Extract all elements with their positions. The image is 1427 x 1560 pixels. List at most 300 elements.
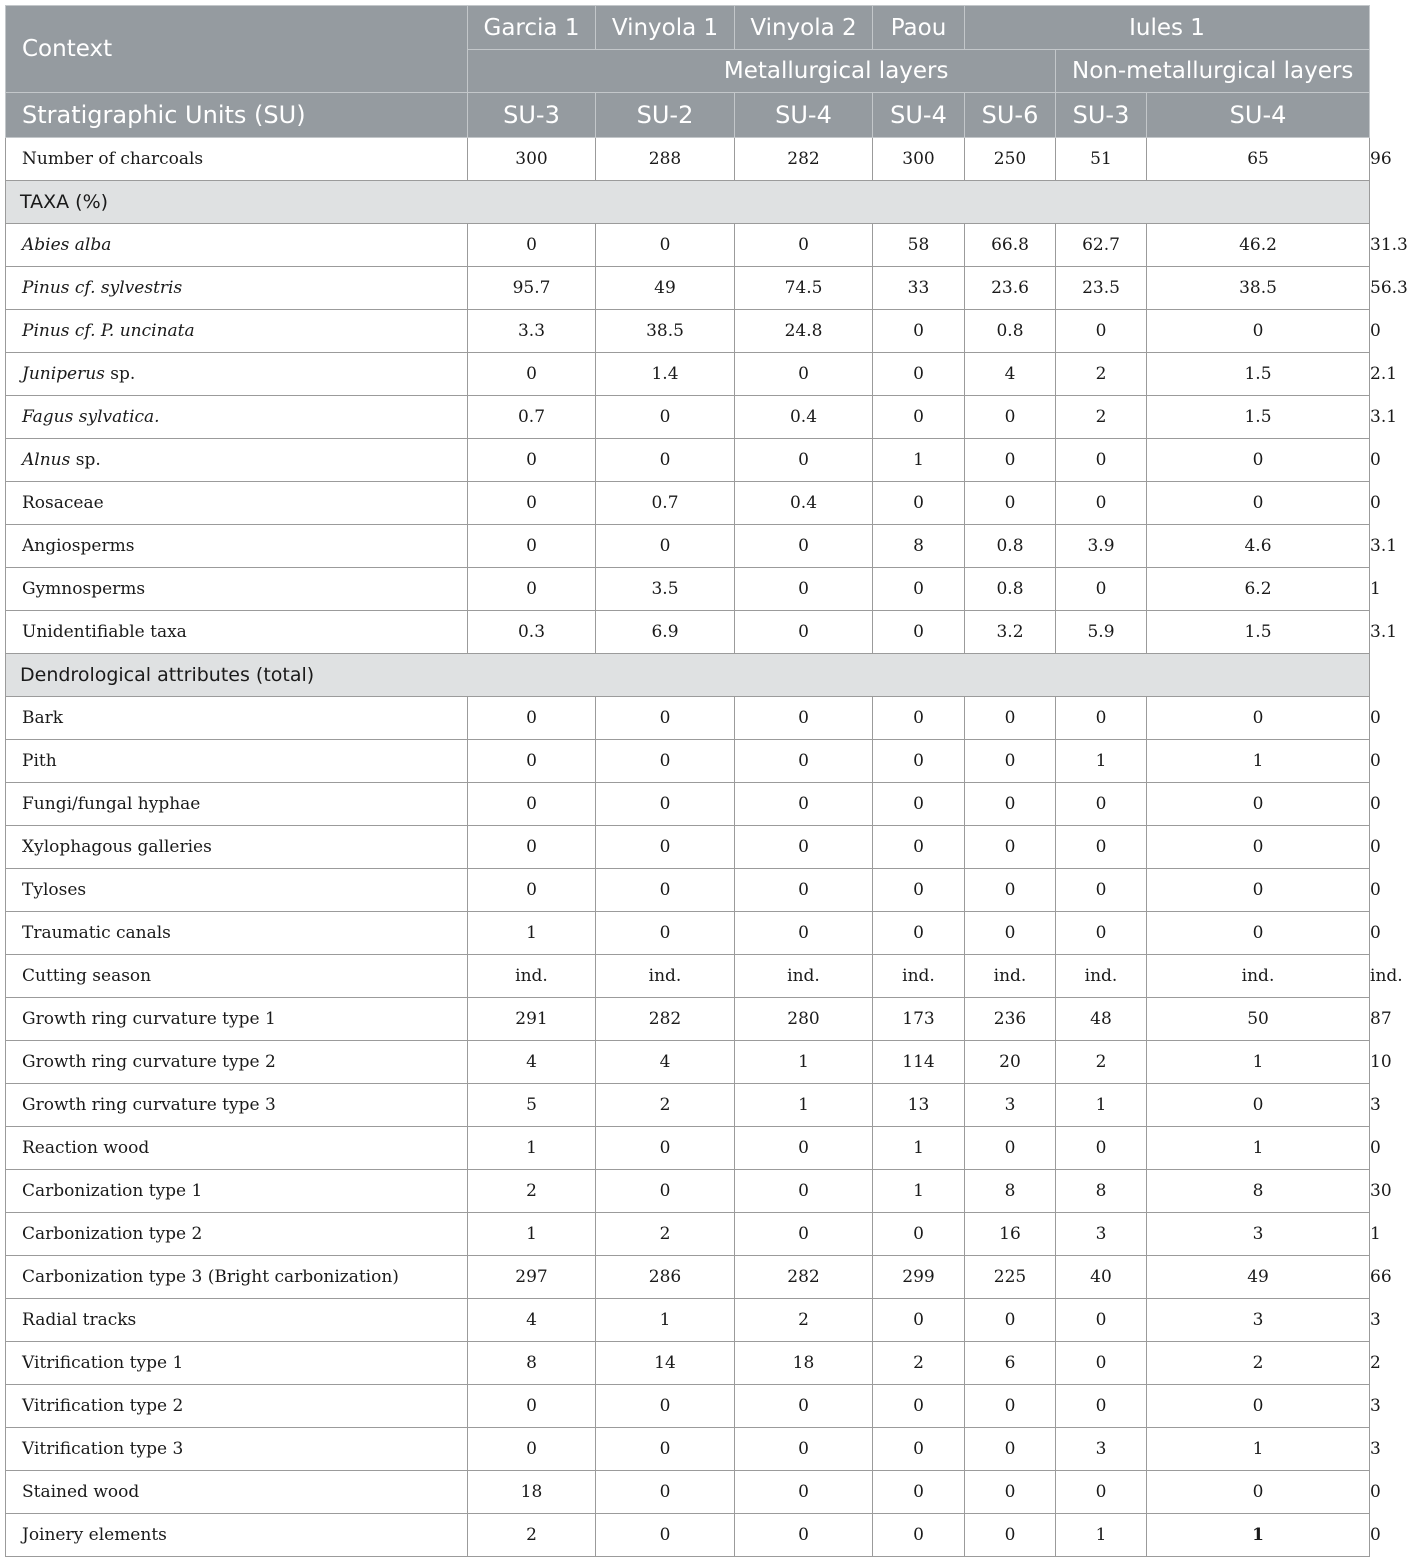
value-cell: 18 [735, 1342, 873, 1385]
context-label: Context [6, 6, 468, 93]
value-cell: 5.9 [1056, 611, 1147, 654]
value-cell: 0 [965, 482, 1056, 525]
value-cell: 0 [965, 439, 1056, 482]
value-cell: 0 [873, 1428, 965, 1471]
value-cell: 0 [873, 1299, 965, 1342]
taxon-suffix: sp. [104, 364, 136, 384]
value-cell: 50 [1147, 998, 1370, 1041]
value-cell: 0 [735, 224, 873, 267]
row-label: Carbonization type 1 [6, 1170, 468, 1213]
taxon-name: Pinus cf. P. uncinata [22, 321, 195, 341]
value-cell: 6 [965, 1342, 1056, 1385]
value-cell: 0 [1147, 826, 1370, 869]
value-cell: 33 [873, 267, 965, 310]
value-cell: 0 [596, 697, 735, 740]
taxa-row: Juniperus sp. 0 1.4 0 0 4 2 1.5 2.1 [6, 353, 1370, 396]
value-cell: 48 [1056, 998, 1147, 1041]
value-cell: 4 [965, 353, 1056, 396]
row-label: Stained wood [6, 1471, 468, 1514]
value-cell: 0 [1056, 1385, 1147, 1428]
value-cell: 291 [468, 998, 596, 1041]
value-cell: 0 [1056, 439, 1147, 482]
value-cell: 1 [1056, 1084, 1147, 1127]
value-cell: 1 [735, 1041, 873, 1084]
value-cell: 0 [735, 611, 873, 654]
value-cell: 74.5 [735, 267, 873, 310]
row-label: Xylophagous galleries [6, 826, 468, 869]
value-cell: 0 [596, 912, 735, 955]
row-label [6, 439, 468, 482]
dendro-row: Cutting season ind. ind. ind. ind. ind. ind. ind. ind. [6, 955, 1370, 998]
row-label: Angiosperms [6, 525, 468, 568]
value-cell: 0.7 [468, 396, 596, 439]
value-cell: 282 [735, 1256, 873, 1299]
value-cell: 0 [735, 912, 873, 955]
value-cell: 0 [735, 568, 873, 611]
taxa-row: Fagus sylvatica. 0.7 0 0.4 0 0 2 1.5 3.1 [6, 396, 1370, 439]
value-cell: 0 [965, 1385, 1056, 1428]
stratigraphic-units-label: Stratigraphic Units (SU) [6, 93, 468, 138]
value-cell: 0 [1056, 869, 1147, 912]
dendro-row: Tyloses 0 0 0 0 0 0 0 0 [6, 869, 1370, 912]
value-cell: 282 [596, 998, 735, 1041]
value-cell: 0.4 [735, 482, 873, 525]
value-cell: ind. [873, 955, 965, 998]
value-cell: 8 [468, 1342, 596, 1385]
value-cell: 0 [735, 353, 873, 396]
dendro-row: Bark 0 0 0 0 0 0 0 0 [6, 697, 1370, 740]
value-cell: 8 [1056, 1170, 1147, 1213]
site-header-vinyola-2: Vinyola 2 [735, 6, 873, 50]
value-cell: 0 [873, 1385, 965, 1428]
value-cell: 0 [735, 525, 873, 568]
value-cell: ind. [468, 955, 596, 998]
taxa-row: Pinus cf. sylvestris 95.7 49 74.5 33 23.6 23.5 38.5 56.3 [6, 267, 1370, 310]
dendro-row: Carbonization type 1 2 0 0 1 8 8 8 30 [6, 1170, 1370, 1213]
value-cell: 0 [873, 697, 965, 740]
value-cell: 2 [1147, 1342, 1370, 1385]
value-cell: 0 [873, 783, 965, 826]
value-cell: 8 [873, 525, 965, 568]
value-cell: 0 [965, 1514, 1056, 1557]
value-cell: 0 [596, 396, 735, 439]
dendro-row: Reaction wood 1 0 0 1 0 0 1 0 [6, 1127, 1370, 1170]
value-cell: 2 [468, 1514, 596, 1557]
value-cell: 114 [873, 1041, 965, 1084]
value-cell: 0 [596, 525, 735, 568]
row-label: Cutting season [6, 955, 468, 998]
value-cell: 0 [1056, 1299, 1147, 1342]
row-label: Growth ring curvature type 2 [6, 1041, 468, 1084]
value-cell: ind. [965, 955, 1056, 998]
value-cell: 2 [468, 1170, 596, 1213]
row-label: Unidentifiable taxa [6, 611, 468, 654]
value-cell: 3.9 [1056, 525, 1147, 568]
taxa-row: Unidentifiable taxa 0.3 6.9 0 0 3.2 5.9 1.5 3.1 [6, 611, 1370, 654]
value-cell: 0.8 [965, 568, 1056, 611]
taxa-row: Gymnosperms 0 3.5 0 0 0.8 0 6.2 1 [6, 568, 1370, 611]
taxon-genus: Juniperus [22, 364, 105, 384]
taxa-row: Alnus sp. 0 0 0 1 0 0 0 0 [6, 439, 1370, 482]
value-cell: 95.7 [468, 267, 596, 310]
value-cell: 0 [596, 439, 735, 482]
value-cell: 0 [468, 439, 596, 482]
value-cell: 0 [965, 396, 1056, 439]
value-cell: 0 [873, 1213, 965, 1256]
charcoal-count-row: Number of charcoals 300 288 282 300 250 51 65 96 [6, 138, 1370, 181]
row-label: Number of charcoals [6, 138, 468, 181]
value-cell: 0 [965, 740, 1056, 783]
value-cell: 3 [1056, 1213, 1147, 1256]
value-cell: 0 [873, 912, 965, 955]
value-cell: 1 [1056, 740, 1147, 783]
value-cell: 0 [1147, 783, 1370, 826]
value-cell: 0.8 [965, 310, 1056, 353]
value-cell: 0 [468, 783, 596, 826]
su-header-cell: SU-4 [735, 93, 873, 138]
value-cell: 0 [965, 1428, 1056, 1471]
value-cell: 40 [1056, 1256, 1147, 1299]
value-cell: 1 [873, 439, 965, 482]
value-cell: 0 [468, 482, 596, 525]
value-cell: 0 [735, 1127, 873, 1170]
value-cell: 0 [965, 826, 1056, 869]
su-header-cell: SU-6 [965, 93, 1056, 138]
value-cell: 8 [1147, 1170, 1370, 1213]
value-cell: 0 [965, 697, 1056, 740]
value-cell: 299 [873, 1256, 965, 1299]
value-cell: 0 [735, 1471, 873, 1514]
row-label: Reaction wood [6, 1127, 468, 1170]
value-cell: 0 [468, 1428, 596, 1471]
row-label: Vitrification type 1 [6, 1342, 468, 1385]
site-header-paou: Paou [873, 6, 965, 50]
value-cell: 3 [1056, 1428, 1147, 1471]
value-cell: 0 [1056, 482, 1147, 525]
value-cell: 0 [965, 1471, 1056, 1514]
value-cell: ind. [596, 955, 735, 998]
row-label: Gymnosperms [6, 568, 468, 611]
value-cell: 1 [1147, 740, 1370, 783]
value-cell: 0.7 [596, 482, 735, 525]
value-cell: 0 [596, 224, 735, 267]
value-cell: 1 [1147, 1127, 1370, 1170]
value-cell: 0 [596, 1471, 735, 1514]
value-cell: 49 [596, 267, 735, 310]
value-cell: 0 [468, 525, 596, 568]
value-cell: 0 [1147, 1084, 1370, 1127]
value-cell: 297 [468, 1256, 596, 1299]
value-cell: 4 [468, 1041, 596, 1084]
row-label: Traumatic canals [6, 912, 468, 955]
dendro-row: Vitrification type 2 0 0 0 0 0 0 0 3 [6, 1385, 1370, 1428]
taxon-suffix: sp. [70, 450, 101, 470]
value-cell: 0 [873, 869, 965, 912]
value-cell: 4.6 [1147, 525, 1370, 568]
dendro-row: Stained wood 18 0 0 0 0 0 0 0 [6, 1471, 1370, 1514]
row-label: Carbonization type 3 (Bright carbonization) [6, 1256, 468, 1299]
value-cell: 3 [965, 1084, 1056, 1127]
value-cell: 3.3 [468, 310, 596, 353]
value-cell: 0 [735, 740, 873, 783]
value-cell: 0 [468, 697, 596, 740]
value-cell: 0 [873, 396, 965, 439]
value-cell: 0 [965, 1299, 1056, 1342]
dendro-row: Vitrification type 3 0 0 0 0 0 3 1 3 [6, 1428, 1370, 1471]
value-cell: 1 [1056, 1514, 1147, 1557]
value-cell: 0 [735, 826, 873, 869]
value-cell: 3.5 [596, 568, 735, 611]
value-cell: 0 [1056, 1342, 1147, 1385]
value-cell: 0 [873, 1471, 965, 1514]
value-cell: 1.5 [1147, 353, 1370, 396]
su-header-cell: SU-4 [873, 93, 965, 138]
value-cell: 236 [965, 998, 1056, 1041]
value-cell: 0 [1056, 783, 1147, 826]
row-label: Vitrification type 3 [6, 1428, 468, 1471]
value-cell: 280 [735, 998, 873, 1041]
value-cell: 0.8 [965, 525, 1056, 568]
value-cell: 0 [965, 1127, 1056, 1170]
value-cell: 23.5 [1056, 267, 1147, 310]
value-cell: 0 [1056, 1471, 1147, 1514]
value-cell: 0 [596, 740, 735, 783]
su-header-cell: SU-4 [1147, 93, 1370, 138]
value-cell: 18 [468, 1471, 596, 1514]
su-header-cell: SU-2 [596, 93, 735, 138]
value-cell: 0 [735, 869, 873, 912]
su-header-cell: SU-3 [468, 93, 596, 138]
value-cell: 0 [735, 1428, 873, 1471]
value-cell: 250 [965, 138, 1056, 181]
dendro-row: Pith 0 0 0 0 0 1 1 0 [6, 740, 1370, 783]
value-cell: 5 [468, 1084, 596, 1127]
value-cell: 1 [468, 1127, 596, 1170]
value-cell: 2 [596, 1213, 735, 1256]
layer-header-spacer [965, 50, 1056, 93]
value-cell: 0 [1147, 1471, 1370, 1514]
charcoal-analysis-table [5, 5, 1427, 1557]
value-cell: 0 [596, 1170, 735, 1213]
value-cell: 0 [735, 1385, 873, 1428]
value-cell: 38.5 [1147, 267, 1370, 310]
value-cell: 1.5 [1147, 396, 1370, 439]
value-cell: ind. [1056, 955, 1147, 998]
metallurgical-layers-header: Metallurgical layers [468, 50, 965, 93]
dendro-row: Radial tracks 4 1 2 0 0 0 3 3 [6, 1299, 1370, 1342]
site-header-garcia-1: Garcia 1 [468, 6, 596, 50]
value-cell: ind. [735, 955, 873, 998]
value-cell: 173 [873, 998, 965, 1041]
value-cell: 6.2 [1147, 568, 1370, 611]
row-label [6, 396, 468, 439]
value-cell: 0 [1147, 869, 1370, 912]
dendro-row: Carbonization type 3 (Bright carbonization) 297 286 282 299 225 40 49 66 [6, 1256, 1370, 1299]
value-cell: 16 [965, 1213, 1056, 1256]
value-cell: 49 [1147, 1256, 1370, 1299]
row-label: Growth ring curvature type 3 [6, 1084, 468, 1127]
value-cell: 225 [965, 1256, 1056, 1299]
dendro-row: Carbonization type 2 1 2 0 0 16 3 3 1 [6, 1213, 1370, 1256]
value-cell: 0 [873, 568, 965, 611]
dendro-row: Growth ring curvature type 3 5 2 1 13 3 1 0 3 [6, 1084, 1370, 1127]
dendro-row: Growth ring curvature type 2 4 4 1 114 20 2 1 10 [6, 1041, 1370, 1084]
value-cell: 0 [735, 1213, 873, 1256]
dendro-section-header [6, 654, 1370, 697]
value-cell: 0 [873, 353, 965, 396]
row-label: Vitrification type 2 [6, 1385, 468, 1428]
value-cell: 0 [468, 353, 596, 396]
row-label: Joinery elements [6, 1514, 468, 1557]
taxa-row: Angiosperms 0 0 0 8 0.8 3.9 4.6 3.1 [6, 525, 1370, 568]
section-title: Dendrological attributes (total) [6, 654, 1370, 697]
value-cell: 0 [468, 224, 596, 267]
value-cell: 288 [596, 138, 735, 181]
su-header-cell: SU-3 [1056, 93, 1147, 138]
value-cell: 65 [1147, 138, 1370, 181]
value-cell: 300 [468, 138, 596, 181]
taxa-section-header [6, 181, 1370, 224]
value-cell: 0 [1147, 310, 1370, 353]
taxon-name: Fagus sylvatica. [22, 407, 160, 427]
value-cell: 0 [596, 1514, 735, 1557]
value-cell: 1 [735, 1084, 873, 1127]
value-cell: 14 [596, 1342, 735, 1385]
value-cell: 0 [1147, 439, 1370, 482]
value-cell: 6.9 [596, 611, 735, 654]
value-cell: 2 [735, 1299, 873, 1342]
row-label: Bark [6, 697, 468, 740]
value-cell: 24.8 [735, 310, 873, 353]
value-cell: 3.2 [965, 611, 1056, 654]
dendro-row: Vitrification type 1 8 14 18 2 6 0 2 2 [6, 1342, 1370, 1385]
dendro-row: Joinery elements 2 0 0 0 0 1 1 0 [6, 1514, 1370, 1557]
value-cell: 0 [468, 568, 596, 611]
value-cell: 2 [1056, 353, 1147, 396]
value-cell: 0 [873, 310, 965, 353]
value-cell: 0 [468, 1385, 596, 1428]
value-cell: 300 [873, 138, 965, 181]
row-label: Carbonization type 2 [6, 1213, 468, 1256]
value-cell: 0 [1147, 697, 1370, 740]
value-cell: 0 [735, 439, 873, 482]
non-metallurgical-layers-header: Non-metallurgical layers [1056, 50, 1370, 93]
value-cell: 1 [873, 1127, 965, 1170]
value-cell: 0 [596, 869, 735, 912]
taxon-genus: Alnus [22, 450, 71, 470]
value-cell: 46.2 [1147, 224, 1370, 267]
value-cell: 0 [1056, 912, 1147, 955]
value-cell: 0 [735, 697, 873, 740]
value-cell: 3 [1147, 1299, 1370, 1342]
taxa-row: Rosaceae 0 0.7 0.4 0 0 0 0 0 [6, 482, 1370, 525]
value-cell: 1 [1147, 1428, 1370, 1471]
value-cell: 0 [1147, 912, 1370, 955]
value-cell: 0 [1056, 826, 1147, 869]
value-cell: 2 [1056, 396, 1147, 439]
value-cell: 0 [735, 783, 873, 826]
value-cell: 38.5 [596, 310, 735, 353]
site-header-iules-1: Iules 1 [965, 6, 1370, 50]
section-title: TAXA (%) [6, 181, 1370, 224]
value-cell: 0 [965, 869, 1056, 912]
value-cell: 2 [1056, 1041, 1147, 1084]
row-label: Growth ring curvature type 1 [6, 998, 468, 1041]
value-cell: 58 [873, 224, 965, 267]
value-cell: 8 [965, 1170, 1056, 1213]
row-label: Fungi/fungal hyphae [6, 783, 468, 826]
value-cell: 0 [735, 1170, 873, 1213]
value-cell: 20 [965, 1041, 1056, 1084]
value-cell: 0 [596, 1385, 735, 1428]
dendro-row: Xylophagous galleries 0 0 0 0 0 0 0 0 [6, 826, 1370, 869]
row-label [6, 310, 468, 353]
site-header-vinyola-1: Vinyola 1 [596, 6, 735, 50]
value-cell: 0 [596, 826, 735, 869]
value-cell: 0 [468, 826, 596, 869]
row-label [6, 267, 468, 310]
value-cell: 0 [873, 482, 965, 525]
value-cell: 0 [468, 869, 596, 912]
table-body [6, 138, 1408, 1557]
value-cell: 0.3 [468, 611, 596, 654]
value-cell: 282 [735, 138, 873, 181]
value-cell: 1 [873, 1170, 965, 1213]
value-cell: 0 [596, 783, 735, 826]
dendro-row: Growth ring curvature type 1 291 282 280 173 236 48 50 87 [6, 998, 1370, 1041]
value-cell: 1.4 [596, 353, 735, 396]
row-label: Radial tracks [6, 1299, 468, 1342]
value-cell: 0 [1147, 1385, 1370, 1428]
taxa-row: Pinus cf. P. uncinata 3.3 38.5 24.8 0 0.8 0 0 0 [6, 310, 1370, 353]
row-label: Rosaceae [6, 482, 468, 525]
value-cell: 1 [1147, 1041, 1370, 1084]
value-cell: 2 [873, 1342, 965, 1385]
row-label: Tyloses [6, 869, 468, 912]
taxa-row: Abies alba 0 0 0 58 66.8 62.7 46.2 31.3 [6, 224, 1370, 267]
value-cell: 0 [873, 611, 965, 654]
value-cell: ind. [1147, 955, 1370, 998]
value-cell: 2 [596, 1084, 735, 1127]
value-cell: 3 [1147, 1213, 1370, 1256]
value-cell: 0 [1147, 482, 1370, 525]
value-cell: 0 [873, 1514, 965, 1557]
dendro-row: Fungi/fungal hyphae 0 0 0 0 0 0 0 0 [6, 783, 1370, 826]
value-cell: 0 [1056, 1127, 1147, 1170]
taxon-name: Pinus cf. sylvestris [22, 278, 183, 298]
value-cell: 1 [1147, 1514, 1370, 1557]
value-cell: 0 [873, 740, 965, 783]
value-cell: 0.4 [735, 396, 873, 439]
value-cell: 0 [468, 740, 596, 783]
dendro-row: Traumatic canals 1 0 0 0 0 0 0 0 [6, 912, 1370, 955]
value-cell: 4 [596, 1041, 735, 1084]
value-cell: 23.6 [965, 267, 1056, 310]
value-cell: 13 [873, 1084, 965, 1127]
value-cell: 0 [1056, 568, 1147, 611]
value-cell: 286 [596, 1256, 735, 1299]
value-cell: 4 [468, 1299, 596, 1342]
row-label [6, 353, 468, 396]
value-cell: 66.8 [965, 224, 1056, 267]
row-label [6, 224, 468, 267]
value-cell: 0 [873, 826, 965, 869]
value-cell: 62.7 [1056, 224, 1147, 267]
value-cell: 1 [468, 912, 596, 955]
value-cell: 0 [965, 912, 1056, 955]
value-cell: 0 [735, 1514, 873, 1557]
value-cell: 1 [468, 1213, 596, 1256]
